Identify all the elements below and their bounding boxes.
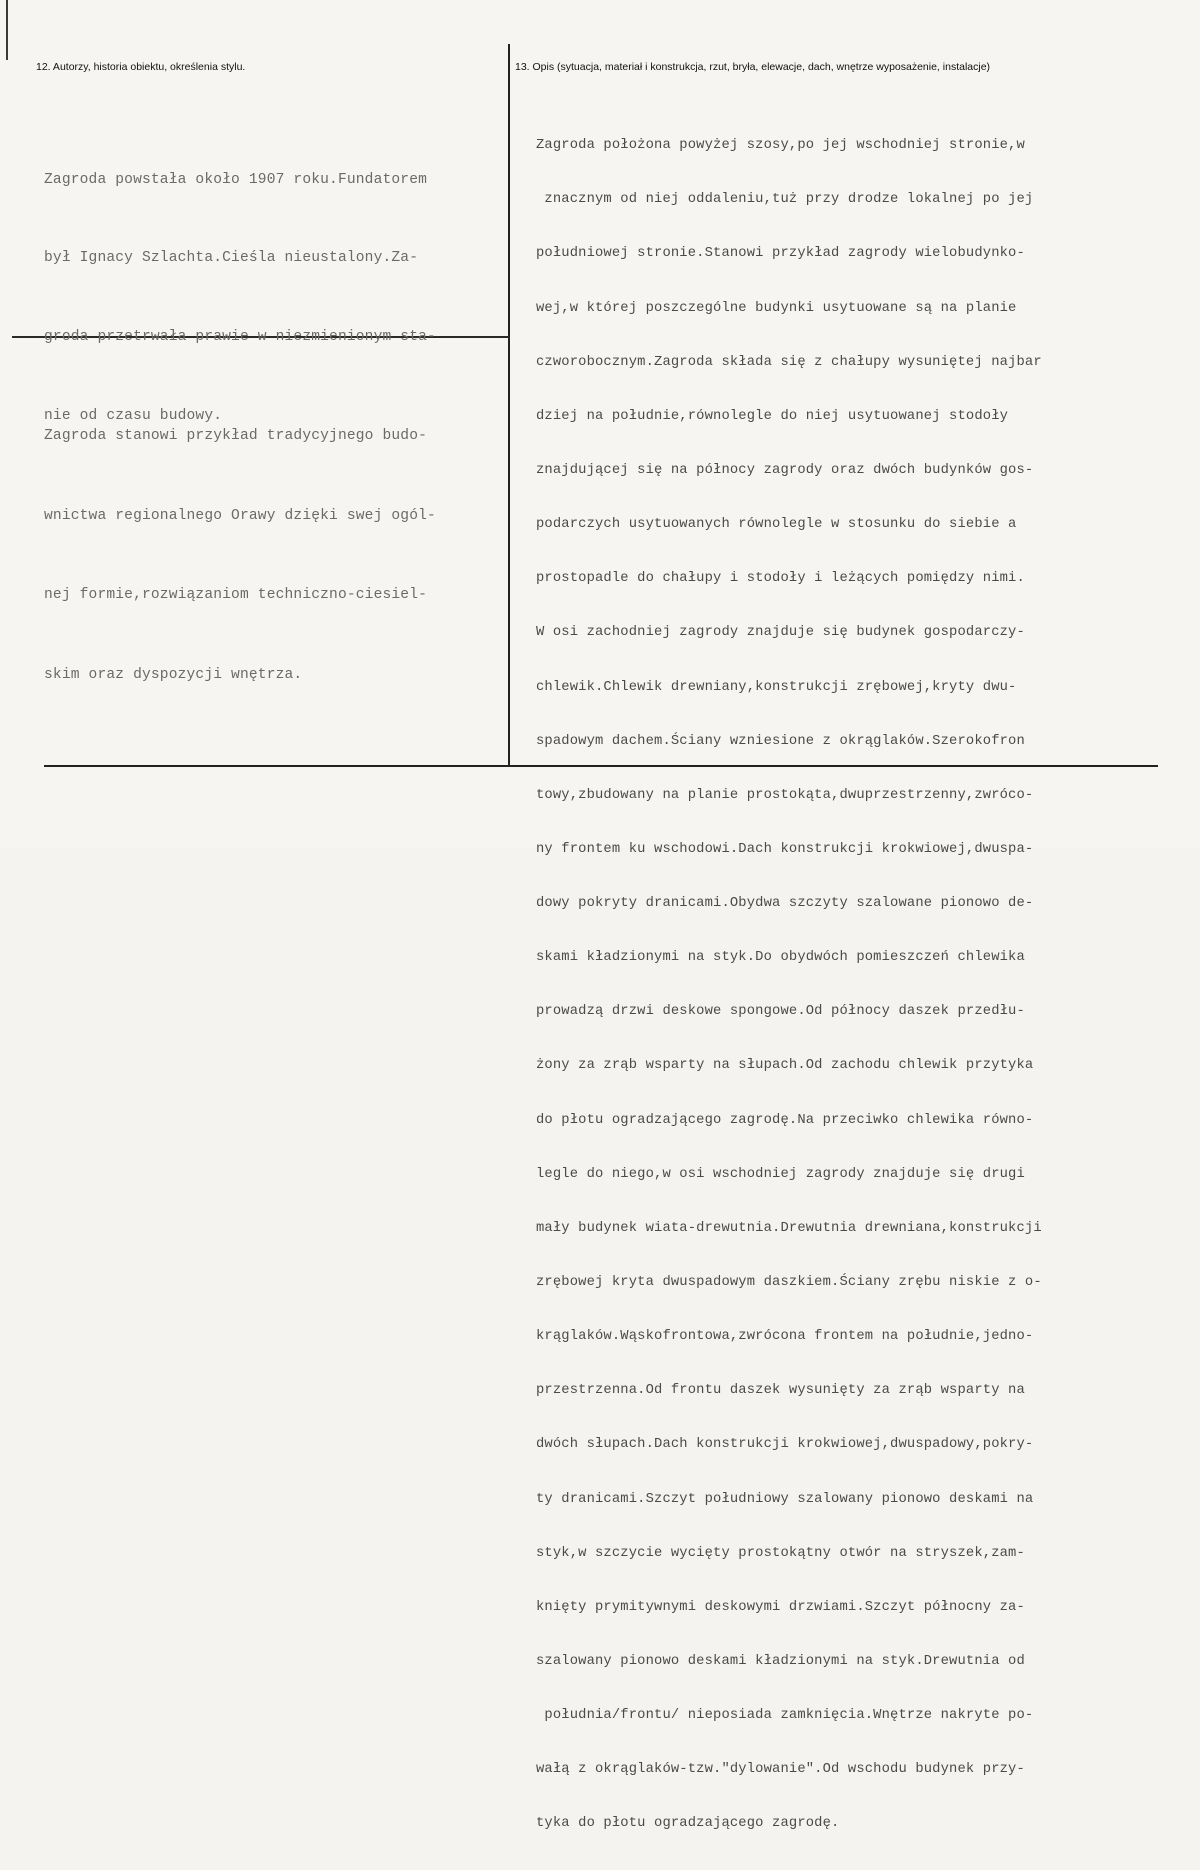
- text-line: czworobocznym.Zagroda składa się z chałupy wysuniętej najbar: [536, 354, 1042, 370]
- text-line: towy,zbudowany na planie prostokąta,dwuprzestrzenny,zwróco-: [536, 787, 1034, 803]
- text-line: chlewik.Chlewik drewniany,konstrukcji zrębowej,kryty dwu-: [536, 679, 1017, 695]
- text-line: znajdującej się na północy zagrody oraz dwóch budynków gos-: [536, 462, 1034, 478]
- text-line: wnictwa regionalnego Orawy dzięki swej ogól-: [44, 507, 436, 524]
- text-line: zrębowej kryta dwuspadowym daszkiem.Ściany zrębu niskie z o-: [536, 1275, 1042, 1291]
- text-line: tyka do płotu ogradzającego zagrodę.: [536, 1816, 840, 1832]
- text-line: dziej na południe,równolegle do niej usytuowanej stodoły: [536, 408, 1009, 424]
- section-12-heading: 12. Autorzy, historia obiektu, określenia stylu.: [36, 61, 246, 73]
- text-line: Zagroda powstała około 1907 roku.Fundatorem: [44, 171, 428, 188]
- text-line: wej,w której poszczególne budynki usytuowane są na planie: [536, 300, 1017, 316]
- vertical-divider: [508, 44, 510, 766]
- text-line: skami kładzionymi na styk.Do obydwóch pomieszczeń chlewika: [536, 950, 1025, 966]
- text-line: do płotu ogradzającego zagrodę.Na przeciwko chlewika równo-: [536, 1112, 1034, 1128]
- section-13-heading: 13. Opis (sytuacja, materiał i konstrukcja, rzut, bryła, elewacje, dach, wnętrze wyposażenie, instalacje): [515, 61, 991, 73]
- text-line: południa/frontu/ nieposiada zamknięcia.Wnętrze nakryte po-: [536, 1708, 1034, 1724]
- text-line: spadowym dachem.Ściany wzniesione z okrąglaków.Szerokofron: [536, 733, 1025, 749]
- text-line: prostopadle do chałupy i stodoły i leżących pomiędzy nimi.: [536, 571, 1025, 587]
- section-13-description-text: [536, 101, 1042, 1870]
- text-line: był Ignacy Szlachta.Cieśla nieustalony.Za-: [44, 250, 419, 267]
- text-line: dowy pokryty dranicami.Obydwa szczyty szalowane pionowo de-: [536, 896, 1034, 912]
- text-line: prowadzą drzwi deskowe spongowe.Od północy daszek przedłu-: [536, 1004, 1025, 1020]
- text-line: legle do niego,w osi wschodniej zagrody znajduje się drugi: [536, 1166, 1025, 1182]
- text-line: groda przetrwała prawie w niezmienionym sta-: [44, 329, 436, 346]
- text-line: skim oraz dyspozycji wnętrza.: [44, 666, 303, 683]
- text-line: ny frontem ku wschodowi.Dach konstrukcji krokwiowej,dwuspa-: [536, 841, 1034, 857]
- text-line: styk,w szczycie wycięty prostokątny otwór na stryszek,zam-: [536, 1545, 1025, 1561]
- text-line: szalowany pionowo deskami kładzionymi na styk.Drewutnia od: [536, 1654, 1025, 1670]
- text-line: wałą z okrąglaków-tzw."dylowanie".Od wschodu budynek przy-: [536, 1762, 1025, 1778]
- text-line: Zagroda stanowi przykład tradycyjnego budo-: [44, 428, 428, 444]
- text-line: przestrzenna.Od frontu daszek wysunięty za zrąb wsparty na: [536, 1383, 1025, 1399]
- section-12-style-text: [44, 370, 436, 741]
- text-line: mały budynek wiata-drewutnia.Drewutnia drewniana,konstrukcji: [536, 1220, 1042, 1236]
- text-line: ty dranicami.Szczyt południowy szalowany pionowo deskami na: [536, 1491, 1034, 1507]
- text-line: nej formie,rozwiązaniom techniczno-ciesiel-: [44, 587, 428, 603]
- text-line: dwóch słupach.Dach konstrukcji krokwiowej,dwuspadowy,pokry-: [536, 1437, 1034, 1453]
- text-line: południowej stronie.Stanowi przykład zagrody wielobudynko-: [536, 246, 1025, 262]
- left-edge-mark: [6, 0, 8, 60]
- text-line: Zagroda położona powyżej szosy,po jej wschodniej stronie,w: [536, 138, 1025, 154]
- text-line: W osi zachodniej zagrody znajduje się budynek gospodarczy-: [536, 625, 1025, 641]
- text-line: knięty prymitywnymi deskowymi drzwiami.Szczyt północny za-: [536, 1599, 1025, 1615]
- text-line: żony za zrąb wsparty na słupach.Od zachodu chlewik przytyka: [536, 1058, 1034, 1074]
- text-line: krąglaków.Wąskofrontowa,zwrócona frontem na południe,jedno-: [536, 1329, 1034, 1345]
- text-line: nie od czasu budowy.: [44, 408, 223, 425]
- text-line: znacznym od niej oddaleniu,tuż przy drodze lokalnej po jej: [536, 192, 1034, 208]
- text-line: podarczych usytuowanych równolegle w stosunku do siebie a: [536, 517, 1017, 533]
